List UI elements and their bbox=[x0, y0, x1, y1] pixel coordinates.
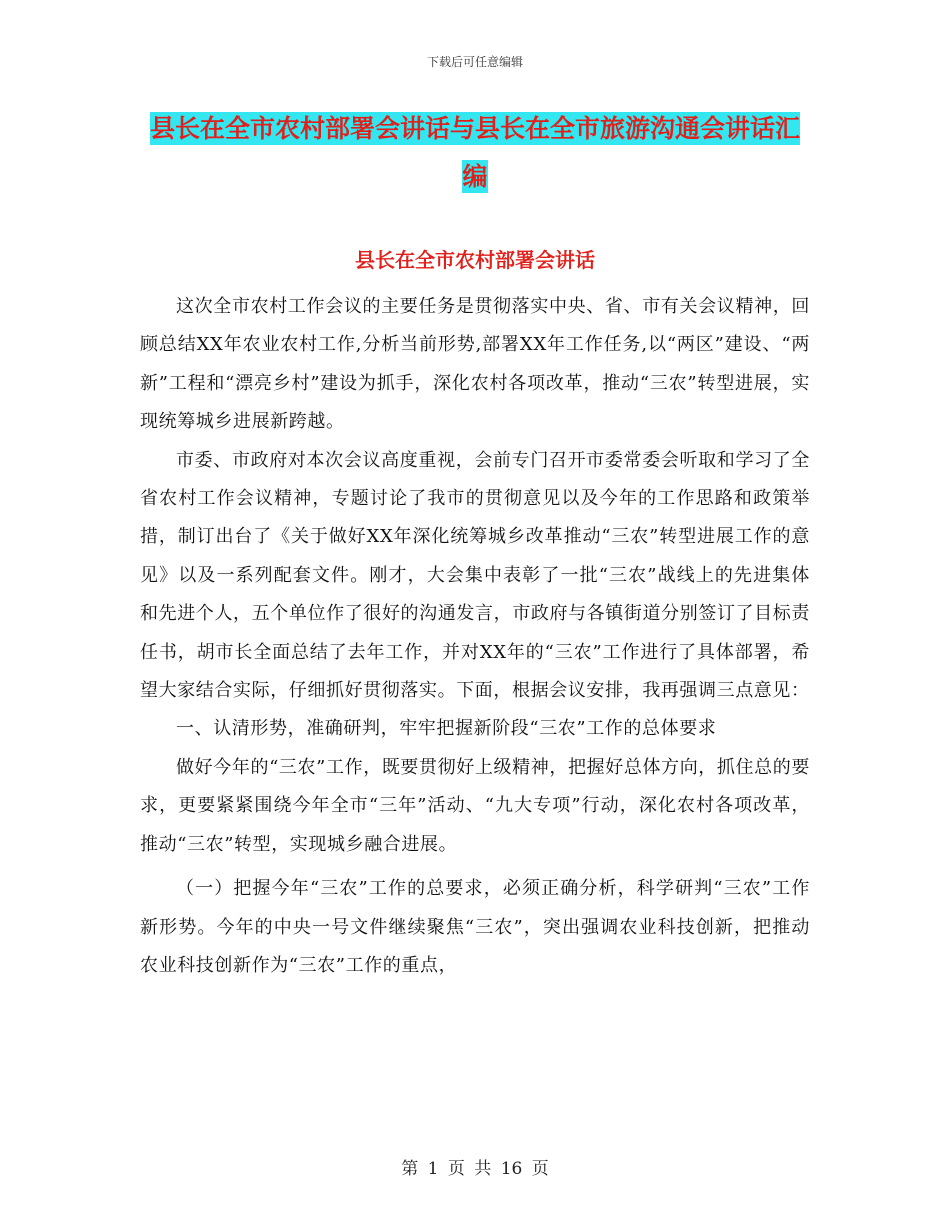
paragraph-4: （一）把握今年“三农”工作的总要求，必须正确分析，科学研判“三农”工作新形势。今年的中央一号文件继续聚焦“三农”，突出强调农业科技创新，把推动农业科技创新作为“三农”工作的重点， bbox=[140, 878, 810, 976]
paragraph-2: 市委、市政府对本次会议高度重视，会前专门召开市委常委会听取和学习了全省农村工作会议精神，专题讨论了我市的贯彻意见以及今年的工作思路和政策举措，制订出台了《关于做好XX年深化统筹城乡改革推动“三农”转型进展工作的意见》以及一系列配套文件。刚才，大会集中表彰了一批“三农”战线上的先进集体和先进个人，五个单位作了很好的沟通发言，市政府与各镇街道分别签订了目标责任书，胡市长全面总结了去年工作，并对XX年的“三农”工作进行了具体部署，希望大家结合实际，仔细抓好贯彻落实。下面，根据会议安排，我再强调三点意见： bbox=[140, 449, 810, 702]
paragraph-3: 做好今年的“三农”工作，既要贯彻好上级精神，把握好总体方向，抓住总的要求，更要紧紧围绕今年全市“三年”活动、“九大专项”行动，深化农村各项改革，推动“三农”转型，实现城乡融合进展。 bbox=[140, 756, 810, 855]
header-note: 下载后可任意编辑 bbox=[426, 55, 523, 69]
page-footer: 第 1 页 共 16 页 bbox=[401, 1159, 549, 1179]
paragraph-1: 这次全市农村工作会议的主要任务是贯彻落实中央、省、市有关会议精神，回顾总结XX年农业农村工作,分析当前形势,部署XX年工作任务,以“两区”建设、“两新”工程和“漂亮乡村”建设为抓手，深化农村各项改革，推动“三农”转型进展，实现统筹城乡进展新跨越。 bbox=[140, 296, 810, 433]
section-title: 县长在全市农村部署会讲话 bbox=[355, 248, 595, 272]
section-heading-1: 一、认清形势，准确研判，牢牢把握新阶段“三农”工作的总体要求 bbox=[176, 718, 717, 740]
document-body bbox=[140, 288, 810, 985]
document-title-text: 县长在全市农村部署会讲话与县长在全市旅游沟通会讲话汇编 bbox=[149, 114, 800, 191]
document-title bbox=[140, 105, 810, 201]
